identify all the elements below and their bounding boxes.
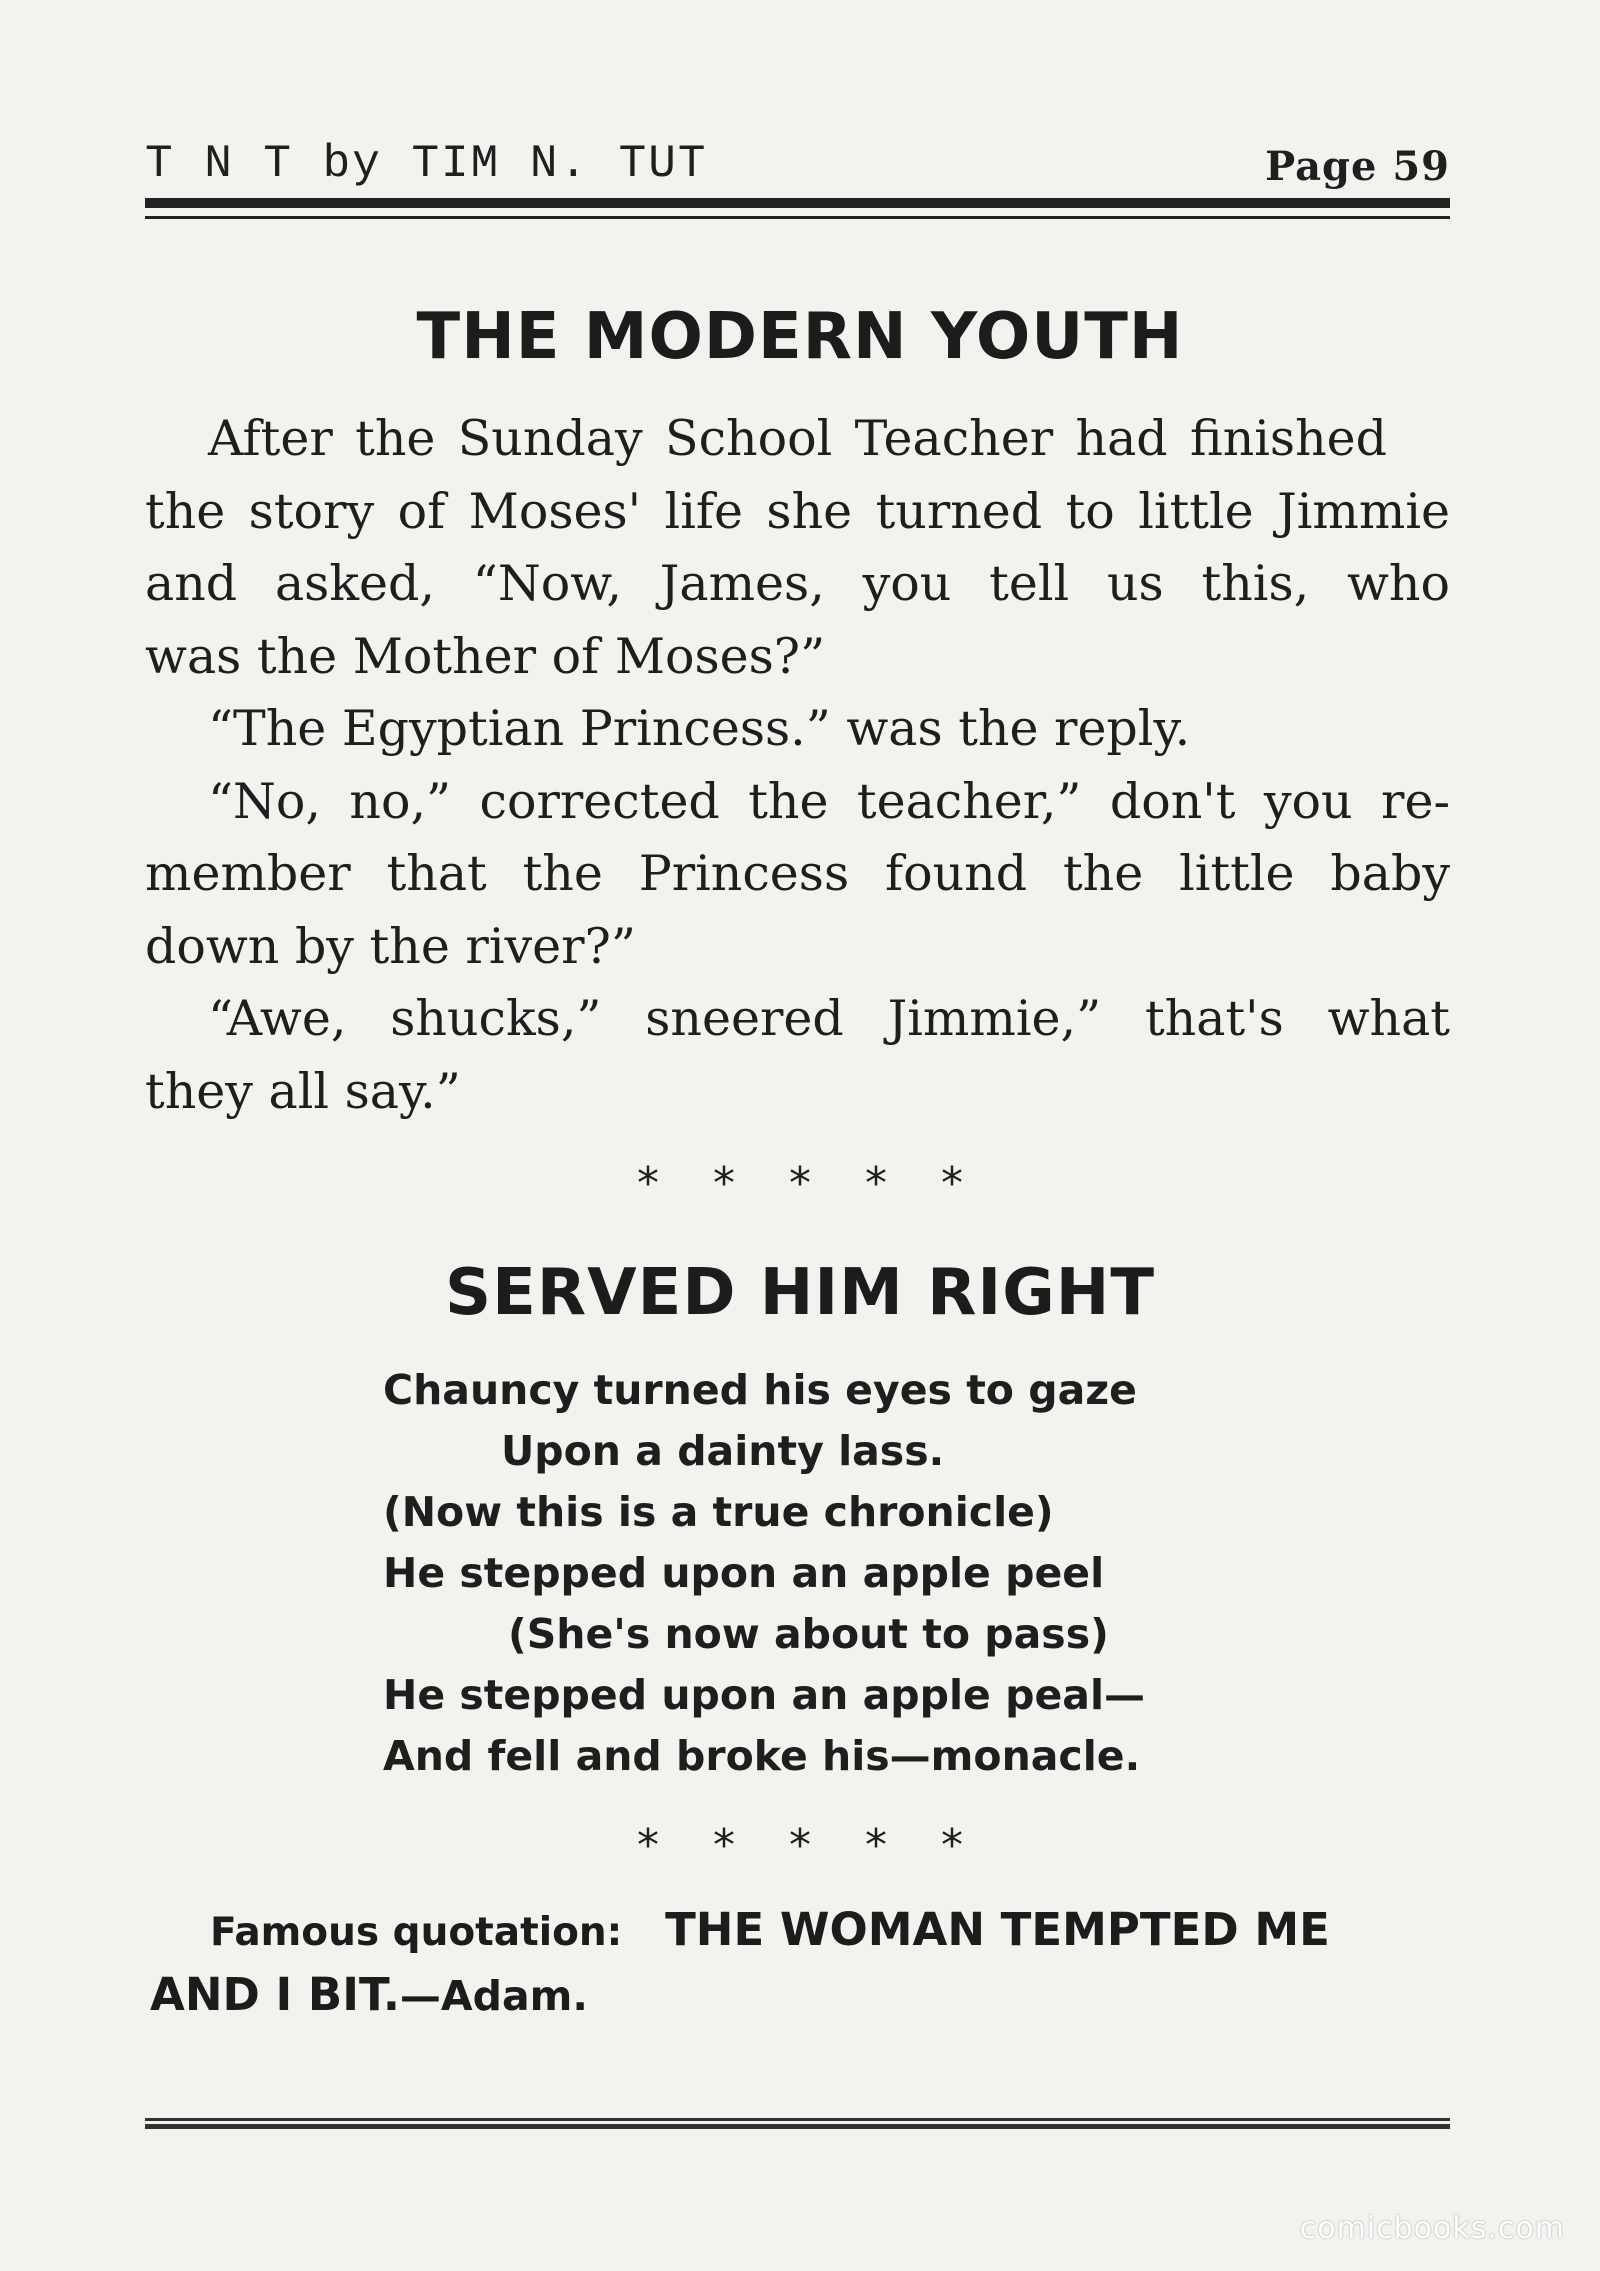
poem-line: He stepped upon an apple peal— bbox=[383, 1671, 1146, 1719]
section-separator: * * * * * bbox=[637, 1820, 963, 1871]
page-number: Page 59 bbox=[1265, 143, 1450, 190]
story-line: member that the Princess found the little baby bbox=[145, 845, 1450, 902]
running-header bbox=[145, 138, 1450, 190]
story-line: was the Mother of Moses?” bbox=[145, 627, 826, 685]
story-line: down by the river?” bbox=[145, 917, 636, 975]
poem-line: (Now this is a true chronicle) bbox=[383, 1488, 1054, 1536]
quotation-text-line2: AND I BIT. bbox=[150, 1968, 400, 2021]
quotation-label: Famous quotation: bbox=[210, 1910, 623, 1955]
story-line: “Awe, shucks,” sneered Jimmie,” that's what bbox=[208, 990, 1450, 1047]
quotation-text-line1: THE WOMAN TEMPTED ME bbox=[665, 1903, 1330, 1956]
story-line: they all say.” bbox=[145, 1062, 461, 1120]
story-modern-youth bbox=[145, 403, 1450, 1128]
poem-line: Chauncy turned his eyes to gaze bbox=[383, 1366, 1137, 1414]
story-title-modern-youth: THE MODERN YOUTH bbox=[416, 300, 1184, 374]
header-rule bbox=[145, 198, 1450, 228]
quotation-attribution: —Adam. bbox=[399, 1972, 588, 2020]
header-title: T N T by TIM N. TUT bbox=[145, 138, 708, 190]
story-line: After the Sunday School Teacher had finished bbox=[208, 410, 1387, 467]
story-line: and asked, “Now, James, you tell us this, who bbox=[145, 555, 1450, 612]
footer-rule bbox=[145, 2118, 1450, 2128]
watermark: comicbooks.com bbox=[1299, 2211, 1565, 2246]
story-line: the story of Moses' life she turned to little Jimmie bbox=[145, 482, 1450, 540]
poem-line: Upon a dainty lass. bbox=[501, 1427, 945, 1475]
famous-quotation bbox=[150, 1899, 1455, 2027]
poem-line: He stepped upon an apple peel bbox=[383, 1549, 1105, 1597]
poem-line: And fell and broke his—monacle. bbox=[383, 1732, 1141, 1780]
poem-line: (She's now about to pass) bbox=[508, 1610, 1109, 1658]
story-title-served-him-right: SERVED HIM RIGHT bbox=[445, 1256, 1155, 1330]
poem-served-him-right bbox=[383, 1360, 1145, 1787]
story-line: “No, no,” corrected the teacher,” don't you re- bbox=[208, 772, 1450, 830]
section-separator: * * * * * bbox=[637, 1158, 963, 1209]
story-line: “The Egyptian Princess.” was the reply. bbox=[208, 700, 1191, 757]
